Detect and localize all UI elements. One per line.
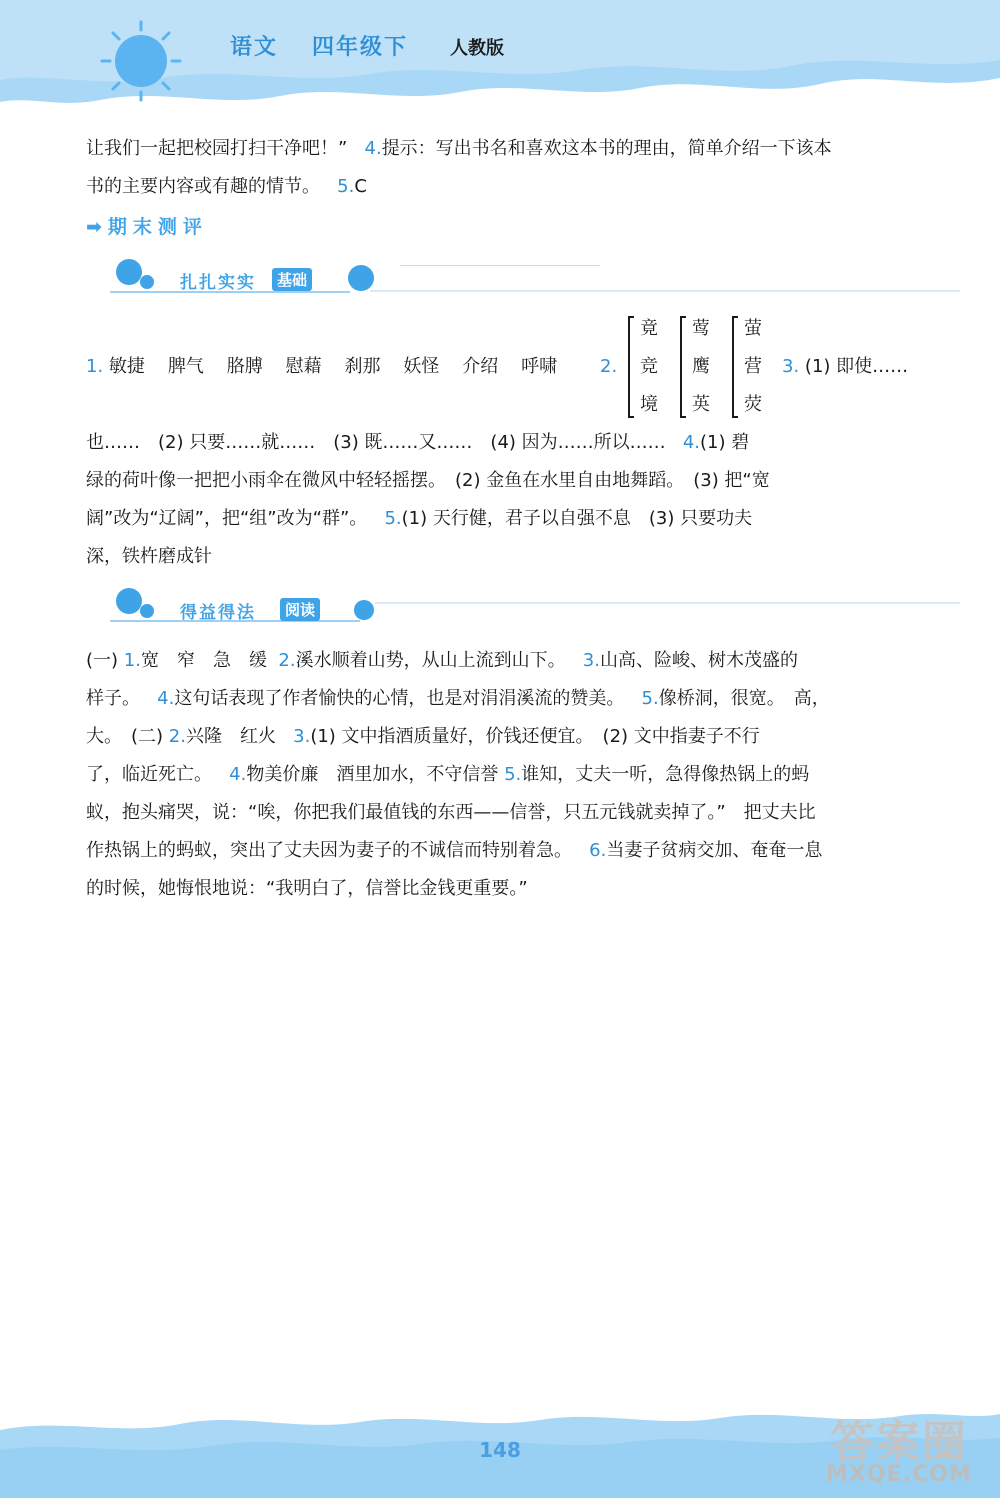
section-title: ➡期末测评 (86, 216, 208, 238)
q2-col-1: 竟 竞 境 (640, 318, 658, 415)
reading-line-1: (一) 1.宽 窄 急 缓 2.溪水顺着山势，从山上流到山下。 3.山高、险峻、树木茂盛的 (86, 650, 798, 671)
q1-row: 1. 敏捷 脾气 胳膊 慰藉 刹那 妖怪 介绍 呼啸 (86, 356, 558, 377)
word-5: 刹那 (344, 356, 381, 377)
q3-start: 3. (1) 即使…… (782, 356, 909, 377)
reading-line-2: 样子。 4.这句话表现了作者愉快的心情，也是对涓涓溪流的赞美。 5.像桥洞，很宽。 高， (86, 688, 830, 709)
page-number: 148 (479, 1438, 521, 1462)
block1-line-3: 阔”改为“辽阔”，把“组”改为“群”。 5.(1) 天行健，君子以自强不息 (3) 只要功夫 (86, 508, 753, 529)
word-2: 脾气 (167, 356, 204, 377)
header-grade: 四年级下 (312, 35, 409, 60)
block1-line-2: 绿的荷叶像一把把小雨伞在微风中轻轻摇摆。 (2) 金鱼在水里自由地舞蹈。 (3) 把“宽 (86, 470, 770, 491)
reading-line-4: 了，临近死亡。 4.物美价廉 酒里加水，不守信誉 5.谁知，丈夫一听，急得像热锅上的蚂 (86, 764, 810, 785)
word-6: 妖怪 (403, 356, 440, 377)
sub-label-basics: 扎扎实实 (180, 273, 256, 293)
word-7: 介绍 (462, 356, 499, 377)
reading-line-5: 蚁，抱头痛哭，说：“唉，你把我们最值钱的东西——信誉，只五元钱就卖掉了。” 把丈夫比 (86, 802, 816, 823)
reading-line-6: 作热锅上的蚂蚁，突出了丈夫因为妻子的不诚信而特别着急。 6.当妻子贫病交加、奄奄一息 (86, 840, 823, 861)
word-1: 敏捷 (108, 356, 145, 377)
header-subject: 语文 (230, 35, 279, 60)
q2-col-2: 莺 鹰 英 (692, 318, 710, 415)
word-4: 慰藉 (285, 356, 322, 377)
q2-num: 2. (600, 356, 618, 377)
watermark-url: MXQE.COM (826, 1462, 972, 1487)
reading-line-7: 的时候，她悔恨地说：“我明白了，信誉比金钱更重要。” (86, 878, 528, 899)
watermark-logo: 答案圈 (830, 1417, 968, 1468)
sub-tag-reading: 阅读 (280, 598, 320, 621)
sun-icon (98, 18, 184, 104)
block1-line-1: 也…… (2) 只要……就…… (3) 既……又…… (4) 因为……所以…… 4.(1) 碧 (86, 432, 750, 453)
word-3: 胳膊 (226, 356, 263, 377)
sub-label-reading: 得益得法 (180, 603, 256, 623)
intro-line-1: 让我们一起把校园打扫干净吧！” 4.提示：写出书名和喜欢这本书的理由，简单介绍一下该本 (86, 138, 832, 159)
word-8: 呼啸 (521, 356, 558, 377)
header-edition: 人教版 (450, 38, 504, 59)
block1-line-4: 深，铁杵磨成针 (86, 546, 212, 567)
q2-col-3: 萤 营 荧 (744, 318, 762, 415)
sub-tag-basics: 基础 (272, 268, 312, 291)
reading-line-3: 大。 (二) 2.兴隆 红火 3.(1) 文中指酒质量好，价钱还便宜。 (2) 文中指妻子不行 (86, 726, 760, 747)
intro-line-2: 书的主要内容或有趣的情节。 5.C (86, 176, 367, 197)
